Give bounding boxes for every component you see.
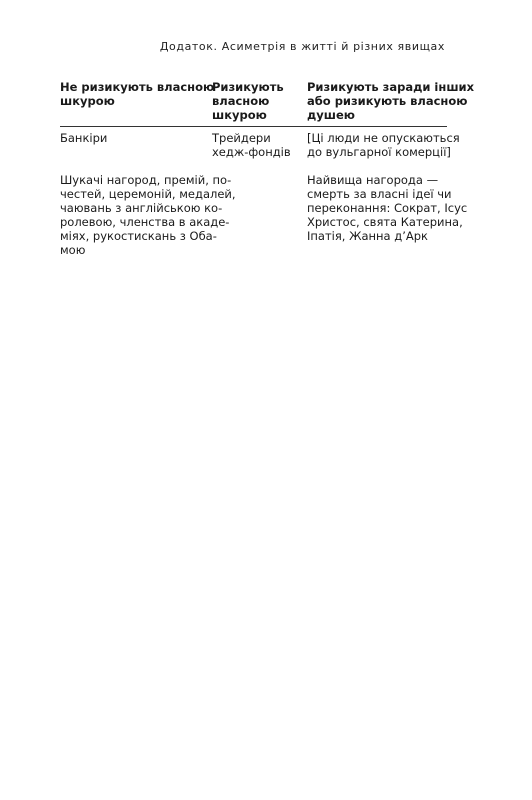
table-header-row: [60, 80, 475, 127]
header-line: душею: [307, 108, 355, 122]
table-row: [60, 127, 460, 159]
table-row: [60, 159, 468, 257]
table-cell: [212, 131, 307, 159]
table-cell: [60, 173, 236, 257]
header-cell-skin: [212, 80, 307, 122]
cell-line: Христос, свята Катерина,: [307, 215, 463, 229]
cell-line: хедж-фондів: [212, 145, 291, 159]
cell-line: переконання: Сократ, Ісус: [307, 201, 468, 215]
header-line: Ризикують: [212, 80, 284, 94]
cell-line: ролевою, членства в акаде-: [60, 215, 230, 229]
asymmetry-table: [60, 80, 475, 257]
cell-line: [Ці люди не опускаються: [307, 131, 460, 145]
header-line: шкурою: [212, 108, 267, 122]
header-cell-no-skin: [60, 80, 215, 122]
cell-line: Шукачі нагород, премій, по-: [60, 173, 232, 187]
cell-line: чаювань з англійською ко-: [60, 201, 223, 215]
header-line: або ризикують власною: [307, 94, 468, 108]
cell-line: честей, церемоній, медалей,: [60, 187, 236, 201]
cell-line: Іпатія, Жанна д’Арк: [307, 229, 428, 243]
table-cell: [307, 173, 468, 257]
table-cell: [307, 131, 460, 159]
cell-line: смерть за власні ідеї чи: [307, 187, 452, 201]
cell-line: міях, рукостискань з Оба-: [60, 229, 217, 243]
header-line: Ризикують заради інших: [307, 80, 475, 94]
cell-line: Банкіри: [60, 131, 108, 145]
cell-line: мою: [60, 243, 86, 257]
running-header: Додаток. Асиметрія в житті й різних явищах: [159, 40, 445, 53]
cell-line: Трейдери: [212, 131, 271, 145]
header-line: Не ризикують власною: [60, 80, 215, 94]
header-line: власною: [212, 94, 270, 108]
cell-line: Найвища нагорода —: [307, 173, 439, 187]
header-cell-soul: [307, 80, 475, 122]
table-cell: [212, 173, 307, 257]
table-cell: [60, 131, 212, 159]
header-line: шкурою: [60, 94, 115, 108]
cell-line: до вульгарної комерції]: [307, 145, 451, 159]
